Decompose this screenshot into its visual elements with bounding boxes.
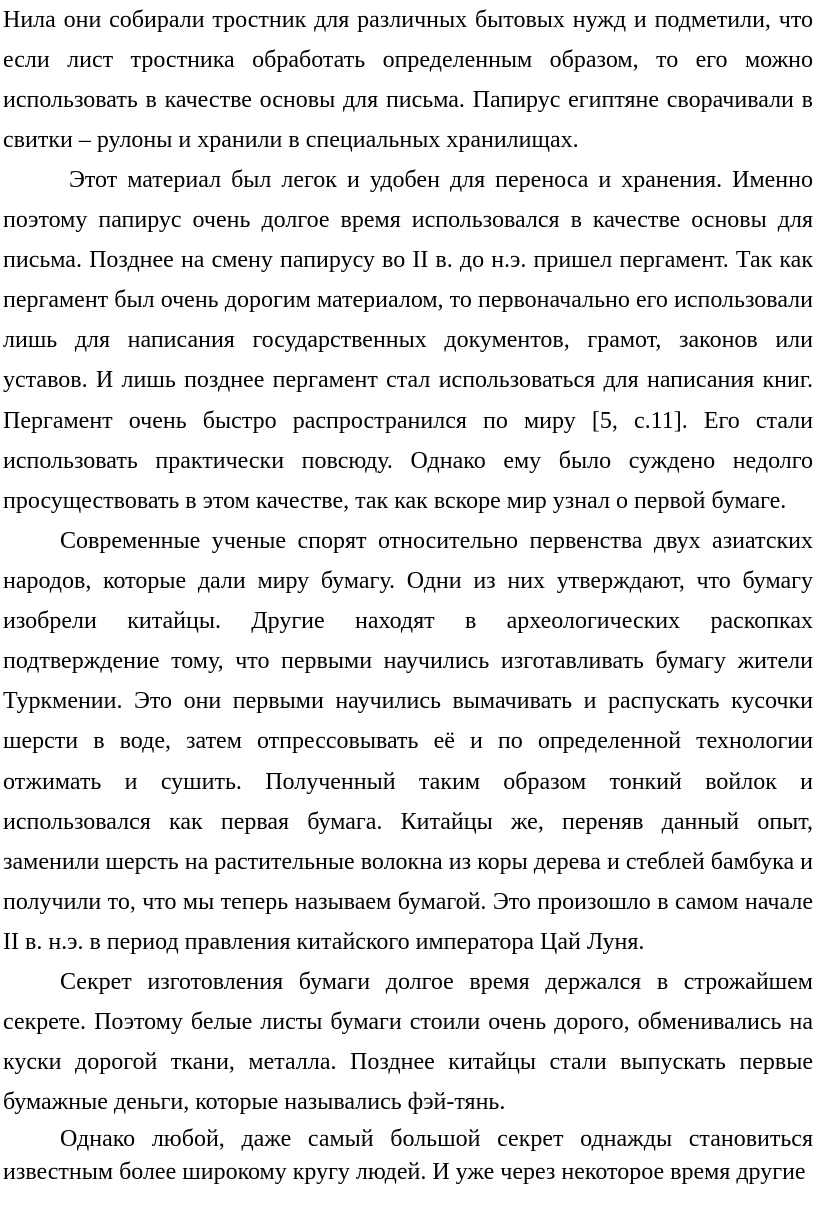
paragraph-paper-secret: Секрет изготовления бумаги долгое время держался в строжайшем секрете. Поэтому белые листы бумаги стоили очень дорого, обменивались на куски дорогой ткани, металла. Позднее китайцы стали выпускать первые бумажные деньги, которые назывались фэй-тянь.	[3, 969, 813, 1116]
paragraph-parchment: Этот материал был легок и удобен для переноса и хранения. Именно поэтому папирус очень долгое время использовался в качестве основы для письма. Позднее на смену папирусу во II в. до н.э. пришел пергамент. Так как пергамент был очень дорогим материалом, то первоначально его использовали лишь для написания государственных документов, грамот, законов или уставов. И лишь позднее пергамент стал использоваться для написания книг. Пергамент очень быстро распространился по миру [5, с.11]. Его стали использовать практически повсюду. Однако ему было суждено недолго просуществовать в этом качестве, так как вскоре мир узнал о первой бумаге.	[3, 167, 813, 514]
paragraph-secret-spread: Однако любой, даже самый большой секрет однажды становиться известным более широкому кругу людей. И уже через некоторое время другие	[3, 1126, 813, 1185]
paragraph-paper-invention: Современные ученые спорят относительно первенства двух азиатских народов, которые дали миру бумагу. Одни из них утверждают, что бумагу изобрели китайцы. Другие находят в археологических раскопках подтверждение тому, что первыми научились изготавливать бумагу жители Туркмении. Это они первыми научились вымачивать и распускать кусочки шерсти в воде, затем отпрессовывать её и по определенной технологии отжимать и сушить. Полученный таким образом тонкий войлок и использовался как первая бумага. Китайцы же, переняв данный опыт, заменили шерсть на растительные волокна из коры дерева и стеблей бамбука и получили то, что мы теперь называем бумагой. Это произошло в самом начале II в. н.э. в период правления китайского императора Цай Луня.	[3, 528, 813, 955]
paragraph-papyrus-origin: Нила они собирали тростник для различных бытовых нужд и подметили, что если лист тростника обработать определенным образом, то его можно использовать в качестве основы для письма. Папирус египтяне сворачивали в свитки – рулоны и хранили в специальных хранилищах.	[3, 7, 813, 154]
